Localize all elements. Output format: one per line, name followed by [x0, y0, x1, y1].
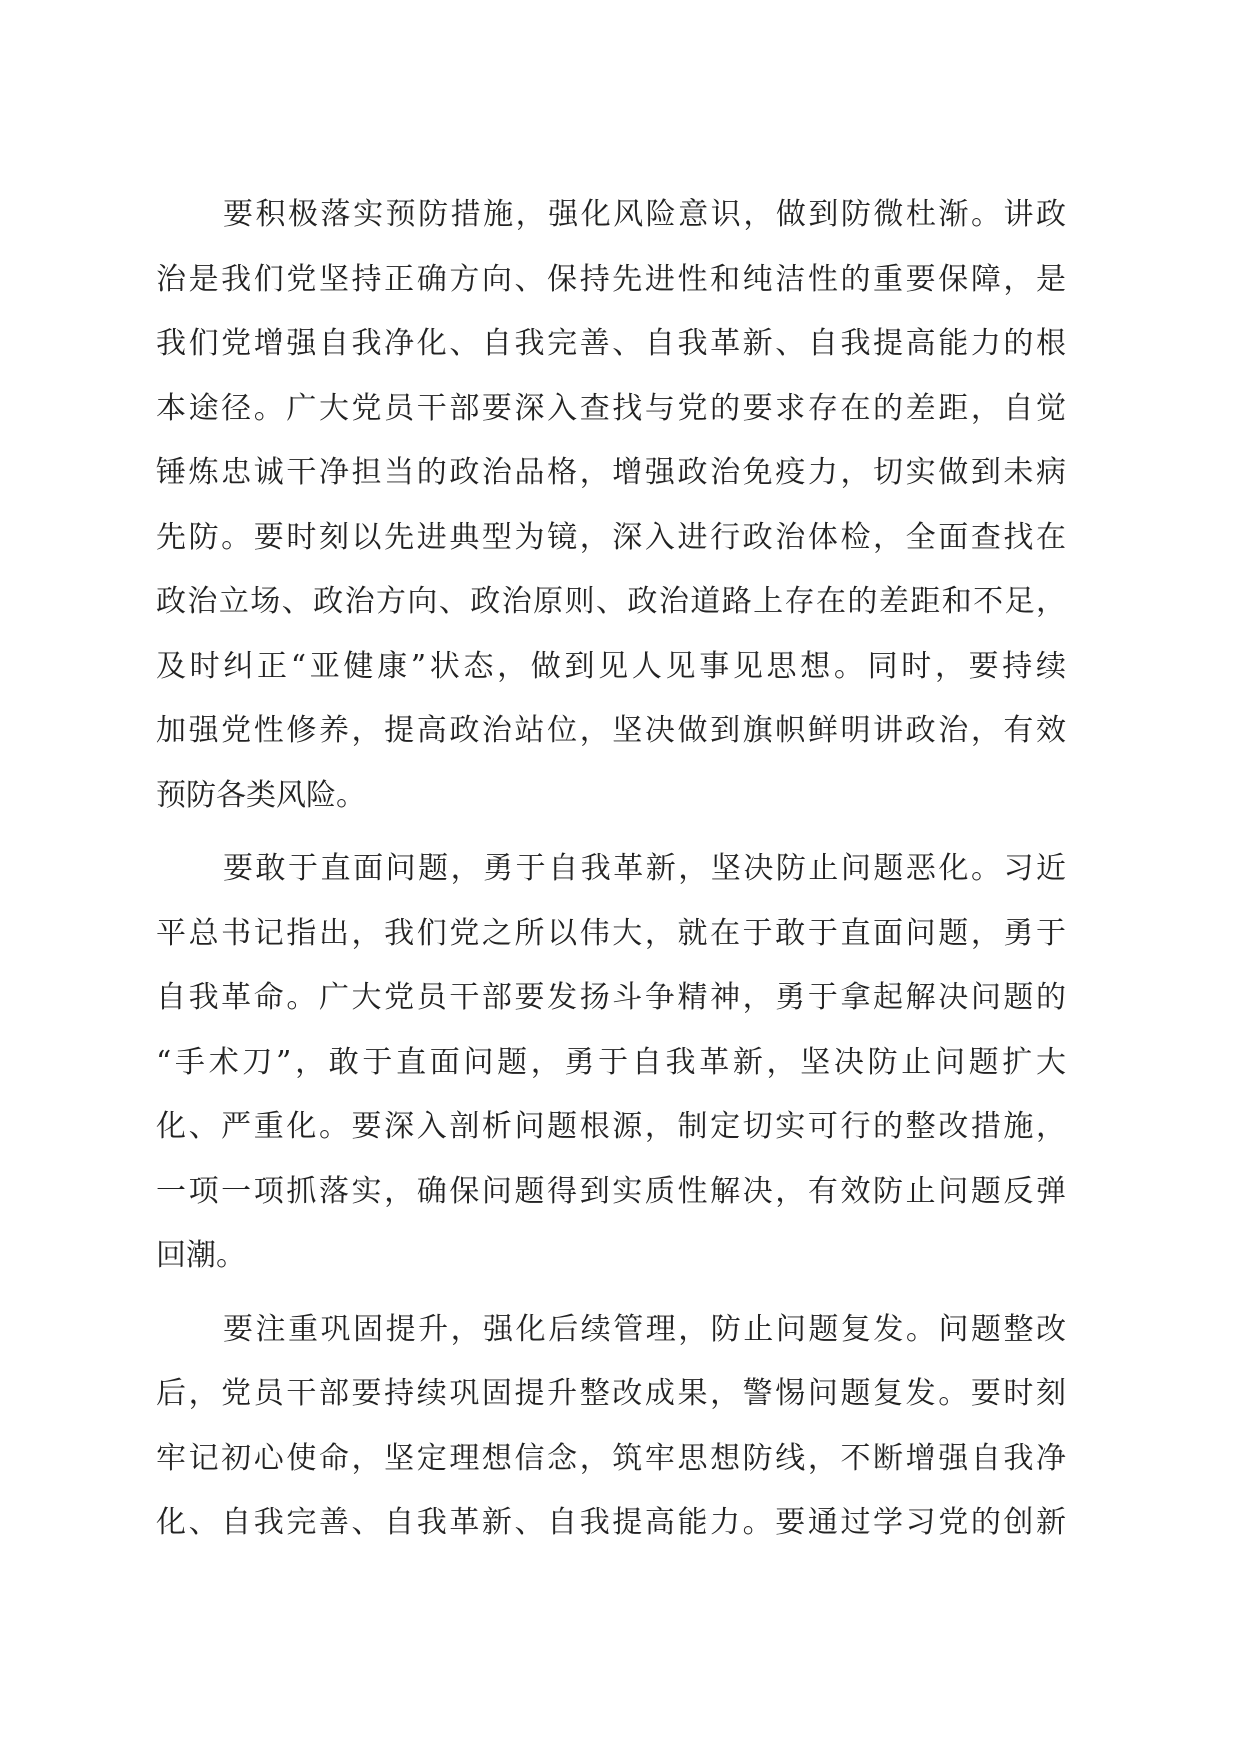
paragraph-line: 加强党性修养，提高政治站位，坚决做到旗帜鲜明讲政治，有效: [156, 713, 1066, 748]
paragraph-line: 治是我们党坚持正确方向、保持先进性和纯洁性的重要保障，是: [156, 261, 1066, 297]
paragraph-line: 预防各类风险。: [156, 777, 366, 813]
paragraph-face-problems: [156, 837, 1066, 1289]
paragraph-prevention: [156, 183, 1066, 828]
paragraph-line: “手术刀”，敢于直面问题，勇于自我革新，坚决防止问题扩大: [156, 1044, 1066, 1080]
paragraph-line: 回潮。: [156, 1238, 246, 1273]
paragraph-spacer: [156, 828, 1066, 837]
paragraph-line: 我们党增强自我净化、自我完善、自我革新、自我提高能力的根: [156, 326, 1066, 361]
paragraph-line: 一项一项抓落实，确保问题得到实质性解决，有效防止问题反弹: [156, 1173, 1066, 1209]
document-body: [156, 183, 1066, 1556]
paragraph-line: 要积极落实预防措施，强化风险意识，做到防微杜渐。讲政: [223, 197, 1066, 232]
paragraph-line: 政治立场、政治方向、政治原则、政治道路上存在的差距和不足，: [156, 584, 1066, 619]
paragraph-line: 锤炼忠诚干净担当的政治品格，增强政治免疫力，切实做到未病: [156, 455, 1066, 490]
paragraph-line: 牢记初心使命，坚定理想信念，筑牢思想防线，不断增强自我净: [156, 1440, 1066, 1476]
paragraph-line: 后，党员干部要持续巩固提升整改成果，警惕问题复发。要时刻: [156, 1376, 1066, 1411]
paragraph-line: 及时纠正“亚健康”状态，做到见人见事见思想。同时，要持续: [156, 648, 1066, 684]
paragraph-line: 先防。要时刻以先进典型为镜，深入进行政治体检，全面查找在: [156, 519, 1066, 555]
paragraph-line: 化、自我完善、自我革新、自我提高能力。要通过学习党的创新: [156, 1505, 1066, 1540]
paragraph-spacer: [156, 1289, 1066, 1298]
paragraph-line: 本途径。广大党员干部要深入查找与党的要求存在的差距，自觉: [156, 390, 1066, 426]
paragraph-consolidation: [156, 1298, 1066, 1556]
paragraph-line: 要注重巩固提升，强化后续管理，防止问题复发。问题整改: [223, 1311, 1066, 1347]
paragraph-line: 化、严重化。要深入剖析问题根源，制定切实可行的整改措施，: [156, 1109, 1066, 1144]
paragraph-line: 要敢于直面问题，勇于自我革新，坚决防止问题恶化。习近: [223, 851, 1066, 886]
paragraph-line: 自我革命。广大党员干部要发扬斗争精神，勇于拿起解决问题的: [156, 980, 1066, 1015]
paragraph-line: 平总书记指出，我们党之所以伟大，就在于敢于直面问题，勇于: [156, 915, 1066, 951]
